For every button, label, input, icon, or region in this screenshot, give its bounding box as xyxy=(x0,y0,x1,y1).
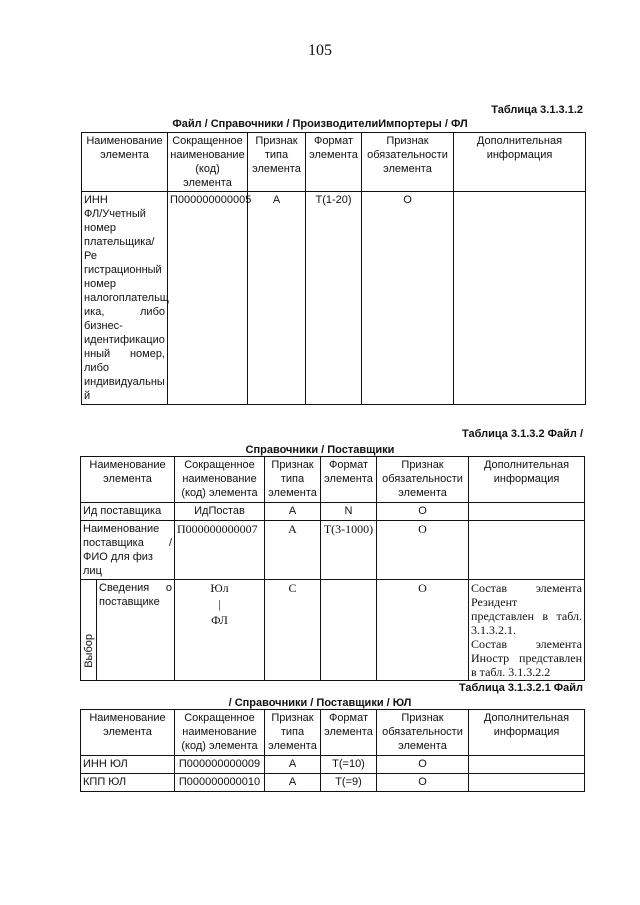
table1-caption-title: Файл / Справочники / ПроизводителиИмпортеры / ФЛ xyxy=(172,118,468,130)
element-info xyxy=(454,192,586,405)
element-required: О xyxy=(377,503,469,521)
element-type: А xyxy=(265,756,321,774)
element-info xyxy=(469,503,585,521)
element-required: О xyxy=(377,774,469,792)
element-name: ИНН ЮЛ xyxy=(81,756,175,774)
element-code: П000000000010 xyxy=(175,774,265,792)
choice-option-ul: Юл xyxy=(210,581,229,595)
table3-caption-number: Таблица 3.1.3.2.1 Файл xyxy=(458,682,583,694)
header-required: Признак обязательности элемента xyxy=(377,457,469,503)
header-name: Наименование элемента xyxy=(81,457,175,503)
header-code: Сокращенное наименование (код) элемента xyxy=(175,710,265,756)
table3-header-row xyxy=(81,710,585,756)
element-type: С xyxy=(265,580,321,681)
header-name: Наименование элемента xyxy=(82,133,168,192)
table-row xyxy=(81,503,585,521)
element-format: N xyxy=(321,503,377,521)
table2 xyxy=(80,456,585,681)
table-row xyxy=(81,580,585,681)
element-info xyxy=(469,756,585,774)
table2-caption-number: Таблица 3.1.3.2 Файл / xyxy=(462,428,583,440)
table1-caption-number: Таблица 3.1.3.1.2 xyxy=(491,104,583,116)
element-name: ИНН ФЛ/Учетный номер плательщика/Ре гистрационный номер налогоплательщ ика, либо бизнес- идентификацио нный номер, либо индивидуальны й xyxy=(82,192,168,405)
header-type: Признак типа элемента xyxy=(248,133,306,192)
element-type: А xyxy=(265,774,321,792)
table2-caption-title: Справочники / Поставщики xyxy=(245,444,395,456)
table2-header-row xyxy=(81,457,585,503)
header-required: Признак обязательности элемента xyxy=(377,710,469,756)
element-info xyxy=(469,774,585,792)
element-format: Т(3-1000) xyxy=(321,521,377,580)
element-format xyxy=(321,580,377,681)
element-required: О xyxy=(377,521,469,580)
element-name: КПП ЮЛ xyxy=(81,774,175,792)
element-name: Ид поставщика xyxy=(81,503,175,521)
element-code: П000000000005 xyxy=(168,192,248,405)
element-required: О xyxy=(377,756,469,774)
element-required: О xyxy=(362,192,454,405)
element-code: ИдПостав xyxy=(175,503,265,521)
choice-bracket: | xyxy=(218,597,221,611)
element-format: Т(=9) xyxy=(321,774,377,792)
element-format: Т(1-20) xyxy=(306,192,362,405)
element-type: А xyxy=(248,192,306,405)
element-code xyxy=(175,580,265,681)
element-info: Состав элемента Резидент представлен в табл. 3.1.3.2.1. Состав элемента Иностр представлен в табл. 3.1.3.2.2 xyxy=(469,580,585,681)
table3-caption-title: / Справочники / Поставщики / ЮЛ xyxy=(228,697,412,709)
table1 xyxy=(81,132,586,405)
element-required: О xyxy=(377,580,469,681)
element-name: Сведения о поставщике xyxy=(97,580,175,681)
table3 xyxy=(80,709,585,792)
table-row xyxy=(81,774,585,792)
element-code: П000000000007 xyxy=(175,521,265,580)
element-type: А xyxy=(265,521,321,580)
header-format: Формат элемента xyxy=(321,710,377,756)
header-type: Признак типа элемента xyxy=(265,457,321,503)
choice-label: Выбор xyxy=(81,580,97,681)
header-required: Признак обязательности элемента xyxy=(362,133,454,192)
header-type: Признак типа элемента xyxy=(265,710,321,756)
element-info xyxy=(469,521,585,580)
table1-header-row xyxy=(82,133,586,192)
element-name: Наименование поставщика / ФИО для физ лиц xyxy=(81,521,175,580)
header-info: Дополнительная информация xyxy=(454,133,586,192)
table-row xyxy=(81,521,585,580)
element-format: Т(=10) xyxy=(321,756,377,774)
header-info: Дополнительная информация xyxy=(469,710,585,756)
page-number: 105 xyxy=(308,42,332,59)
table-row xyxy=(82,192,586,405)
header-code: Сокращенное наименование (код) элемента xyxy=(175,457,265,503)
choice-option-fl: ФЛ xyxy=(211,613,228,627)
header-info: Дополнительная информация xyxy=(469,457,585,503)
element-type: А xyxy=(265,503,321,521)
header-code: Сокращенное наименование (код) элемента xyxy=(168,133,248,192)
table-row xyxy=(81,756,585,774)
header-format: Формат элемента xyxy=(306,133,362,192)
header-format: Формат элемента xyxy=(321,457,377,503)
header-name: Наименование элемента xyxy=(81,710,175,756)
element-code: П000000000009 xyxy=(175,756,265,774)
